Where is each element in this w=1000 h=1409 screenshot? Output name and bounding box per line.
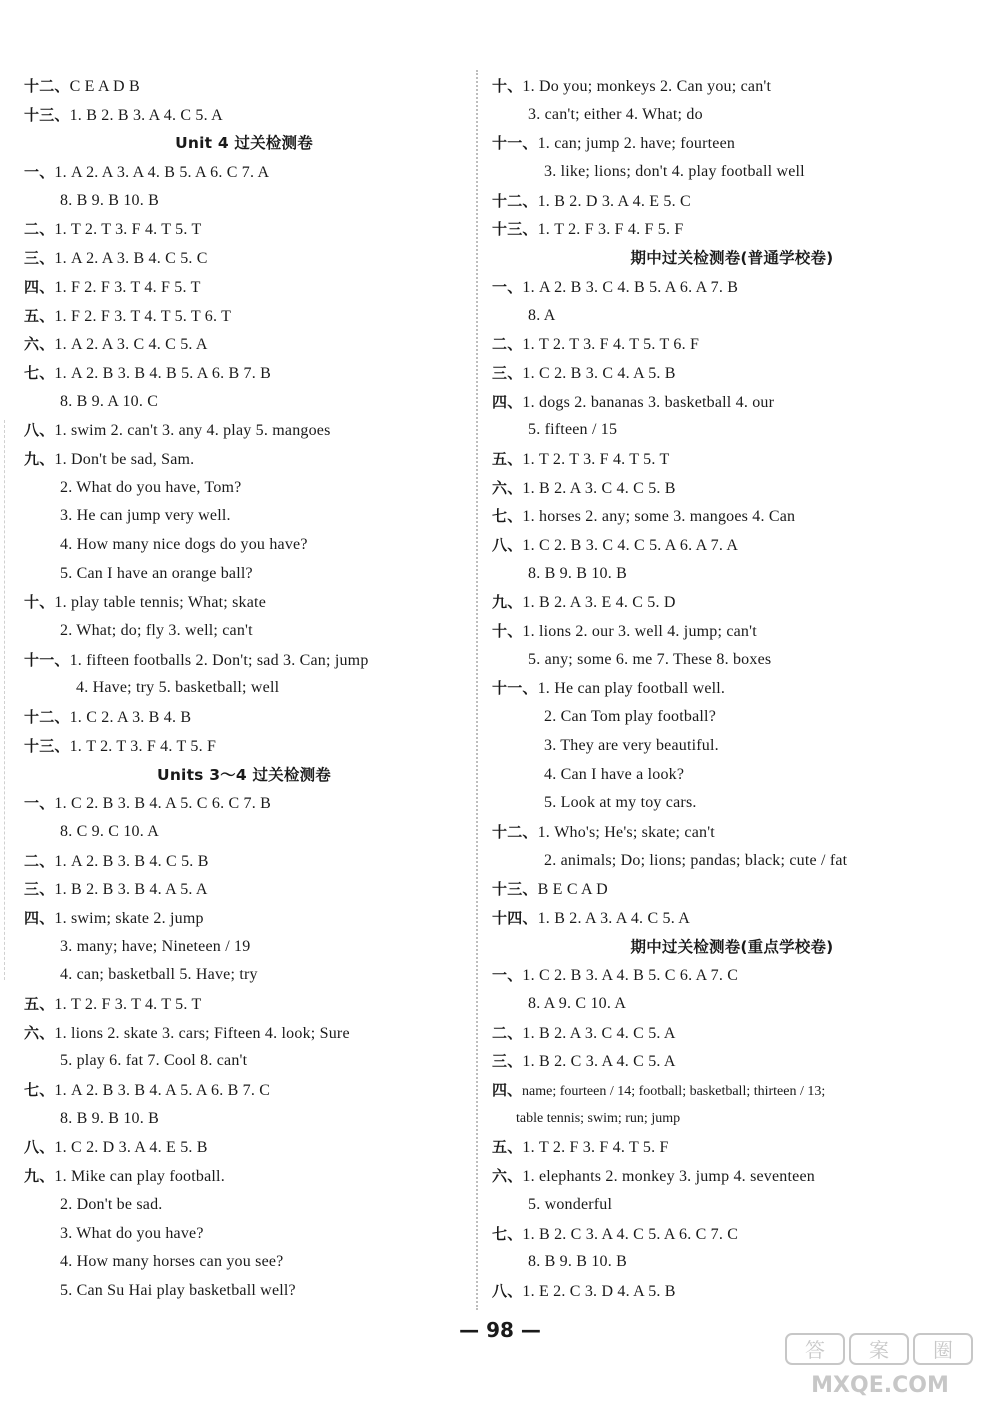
answer-line (24, 359, 464, 388)
question-section-number: 九、 (24, 1167, 55, 1186)
answer-text: 1. B 2. A 3. E 4. C 5. D (522, 594, 676, 612)
question-section-number: 十二、 (492, 822, 538, 841)
answer-line (492, 388, 972, 417)
answer-line (492, 1191, 972, 1220)
answer-line (492, 330, 972, 359)
question-section-number: 九、 (492, 593, 523, 612)
answer-line (492, 617, 972, 646)
answer-line (24, 187, 464, 216)
answer-text: 8. B 9. B 10. B (60, 1109, 160, 1127)
answer-line (492, 1133, 972, 1162)
answer-line (24, 904, 464, 933)
answer-text: 3. like; lions; don't 4. play football well (544, 163, 805, 181)
answer-line (492, 302, 972, 331)
answer-text: 1. T 2. F 3. T 4. T 5. T (54, 996, 202, 1013)
answer-text: 1. B 2. C 3. A 4. C 5. A 6. C 7. C (522, 1225, 739, 1243)
answer-text: 1. B 2. C 3. A 4. C 5. A (522, 1053, 676, 1071)
answer-text: 2. Can Tom play football? (544, 708, 716, 726)
answer-line (492, 703, 972, 732)
answer-text: 1. E 2. C 3. D 4. A 5. B (522, 1282, 676, 1300)
answer-text: 1. horses 2. any; some 3. mangoes 4. Can (522, 508, 796, 526)
answer-text: 1. T 2. T 3. F 4. T 5. T (54, 221, 202, 239)
answer-line (492, 1162, 972, 1191)
answer-line (24, 875, 464, 904)
question-section-number: 十二、 (24, 77, 70, 95)
question-section-number: 十三、 (24, 736, 70, 755)
question-section-number: 十二、 (492, 191, 538, 210)
question-section-number: 七、 (492, 1224, 523, 1243)
answer-text: 1. lions 2. our 3. well 4. jump; can't (522, 623, 757, 641)
answer-text: 1. B 2. A 3. C 4. C 5. A (522, 1024, 676, 1042)
question-section-number: 七、 (24, 1081, 55, 1100)
question-section-number: 二、 (492, 1023, 523, 1042)
answer-line (492, 101, 972, 130)
question-section-number: 一、 (492, 966, 523, 985)
answer-line (492, 1076, 972, 1105)
answer-line (492, 588, 972, 617)
answer-text: 3. can't; either 4. What; do (528, 105, 703, 123)
question-section-number: 二、 (492, 335, 523, 354)
section-title: 期中过关检测卷(重点学校卷) (630, 937, 834, 956)
answer-line (24, 732, 464, 761)
question-section-number: 一、 (492, 277, 523, 296)
question-section-number: 五、 (24, 995, 55, 1013)
answer-line (492, 732, 972, 761)
watermark-logo (780, 1330, 990, 1400)
answer-text: 1. F 2. F 3. T 4. T 5. T 6. T (54, 307, 232, 325)
question-section-number: 三、 (24, 249, 55, 268)
answer-text: 1. T 2. F 3. F 4. T 5. F (522, 1139, 669, 1157)
answer-text: 1. B 2. D 3. A 4. E 5. C (537, 192, 691, 210)
answer-line (24, 961, 464, 990)
answer-line (24, 1019, 464, 1048)
answer-text: 1. Who's; He's; skate; can't (537, 823, 715, 841)
answer-text: 2. animals; Do; lions; pandas; black; cute / fat (544, 851, 848, 869)
answer-line (24, 1162, 464, 1191)
question-section-number: 四、 (492, 392, 523, 411)
question-section-number: 十四、 (492, 908, 538, 927)
answer-text: 1. Don't be sad, Sam. (54, 450, 195, 468)
answer-line (24, 818, 464, 847)
answer-line (24, 302, 464, 331)
answer-line (24, 646, 464, 675)
question-section-number: 五、 (492, 449, 523, 468)
answer-text: 8. B 9. B 10. B (528, 1253, 628, 1271)
watermark-logo-char-2: 案 (869, 1338, 889, 1362)
question-section-number: 七、 (24, 363, 55, 382)
answer-text: 1. A 2. A 3. A 4. B 5. A 6. C 7. A (54, 164, 270, 182)
answer-line (24, 445, 464, 474)
answer-text: 2. Don't be sad. (60, 1195, 163, 1213)
answer-line (24, 215, 464, 244)
answer-line (492, 761, 972, 790)
answer-line (492, 72, 972, 101)
answer-text: 1. F 2. F 3. T 4. F 5. T (54, 278, 201, 296)
answer-line (492, 1047, 972, 1076)
answer-text: 3. What do you have? (60, 1224, 204, 1242)
answer-text: 1. elephants 2. monkey 3. jump 4. seventeen (522, 1168, 815, 1186)
answer-text: C E A D B (69, 78, 140, 95)
answer-text: 1. B 2. B 3. A 4. C 5. A (69, 106, 223, 124)
question-section-number: 八、 (24, 421, 55, 440)
question-section-number: 十、 (24, 593, 55, 612)
answer-text: 1. can; jump 2. have; fourteen (537, 135, 736, 153)
answer-text: 1. A 2. A 3. B 4. C 5. C (54, 250, 208, 268)
answer-text: B E C A D (537, 881, 608, 899)
answer-line (492, 1220, 972, 1249)
question-section-number: 十、 (492, 77, 523, 95)
answer-line (24, 588, 464, 617)
answer-text: 5. Can Su Hai play basketball well? (60, 1281, 296, 1299)
question-section-number: 十、 (492, 622, 523, 641)
answer-line (492, 215, 972, 244)
question-section-number: 二、 (24, 851, 55, 870)
question-section-number: 十三、 (492, 220, 538, 239)
answer-text: 1. C 2. B 3. A 4. B 5. C 6. A 7. C (522, 967, 739, 985)
answer-line (24, 416, 464, 445)
answer-line (492, 359, 972, 388)
question-section-number: 三、 (492, 1052, 523, 1071)
answer-line (492, 646, 972, 675)
answer-text: table tennis; swim; run; jump (516, 1110, 681, 1126)
answer-line (492, 531, 972, 560)
answer-line (24, 1076, 464, 1105)
answer-line (492, 1019, 972, 1048)
answer-text: 4. How many nice dogs do you have? (60, 536, 308, 553)
question-section-number: 八、 (492, 1281, 523, 1300)
answer-text: name; fourteen / 14; football; basketball; thirteen / 13; (522, 1084, 826, 1100)
answer-text: 1. A 2. B 3. B 4. C 5. B (54, 852, 209, 870)
answer-text: 1. B 2. A 3. A 4. C 5. A (537, 909, 691, 927)
question-section-number: 十一、 (492, 679, 538, 698)
answer-line (24, 933, 464, 962)
answer-line (24, 388, 464, 417)
watermark-logo-char-1: 答 (805, 1338, 825, 1362)
answer-text: 8. B 9. B 10. B (60, 191, 160, 209)
watermark-text: MXQE.COM (811, 1373, 949, 1398)
answer-text: 5. fifteen / 15 (528, 421, 618, 439)
question-section-number: 四、 (492, 1081, 523, 1100)
answer-text: 4. How many horses can you see? (60, 1253, 284, 1271)
question-section-number: 一、 (24, 163, 55, 182)
answer-text: 1. A 2. B 3. B 4. A 5. A 6. B 7. C (54, 1082, 271, 1100)
answer-text: 8. A (528, 306, 556, 324)
answer-text: 2. What; do; fly 3. well; can't (60, 622, 253, 640)
answer-text: 4. Have; try 5. basketball; well (76, 679, 280, 697)
answer-line (492, 273, 972, 302)
answer-line (492, 875, 972, 904)
answer-line (492, 560, 972, 589)
question-section-number: 十二、 (24, 708, 70, 727)
question-section-number: 九、 (24, 449, 55, 468)
answer-text: 8. C 9. C 10. A (60, 822, 160, 840)
question-section-number: 五、 (24, 306, 55, 325)
answer-text: 1. A 2. B 3. C 4. B 5. A 6. A 7. B (522, 278, 739, 296)
answer-text: 8. B 9. B 10. B (528, 564, 628, 582)
answer-line (24, 1105, 464, 1134)
answer-line (24, 990, 464, 1019)
answer-text: 3. many; have; Nineteen / 19 (60, 937, 251, 955)
answer-text: 1. T 2. F 3. F 4. F 5. F (537, 221, 684, 239)
question-section-number: 六、 (492, 1167, 523, 1186)
answer-line (492, 502, 972, 531)
answer-text: 1. C 2. A 3. B 4. B (69, 709, 192, 727)
answer-text: 1. C 2. B 3. C 4. C 5. A 6. A 7. A (522, 537, 739, 554)
question-section-number: 五、 (492, 1138, 523, 1157)
answer-text: 1. T 2. T 3. F 4. T 5. F (69, 737, 217, 755)
answer-line (492, 961, 972, 990)
answer-text: 1. A 2. A 3. C 4. C 5. A (54, 336, 208, 354)
answer-line (492, 474, 972, 503)
answer-text: 3. He can jump very well. (60, 507, 231, 525)
answer-line (492, 1248, 972, 1277)
answer-text: 1. C 2. B 3. C 4. A 5. B (522, 364, 676, 382)
answer-line (24, 560, 464, 589)
answer-text: 4. can; basketball 5. Have; try (60, 966, 258, 984)
answer-line (492, 904, 972, 933)
answer-line (24, 531, 464, 560)
section-title: 期中过关检测卷(普通学校卷) (630, 249, 834, 268)
answer-text: 3. They are very beautiful. (544, 736, 719, 754)
question-section-number: 四、 (24, 908, 55, 927)
answer-line (24, 847, 464, 876)
answer-text: 1. play table tennis; What; skate (54, 594, 266, 612)
question-section-number: 六、 (24, 335, 55, 354)
answer-line (24, 158, 464, 187)
answer-text: 1. A 2. B 3. B 4. B 5. A 6. B 7. B (54, 364, 272, 382)
answer-line (24, 273, 464, 302)
answer-line (492, 1105, 972, 1134)
answer-line (24, 1133, 464, 1162)
answer-text: 1. Do you; monkeys 2. Can you; can't (522, 78, 772, 95)
answer-text: 8. B 9. A 10. C (60, 392, 159, 410)
answer-column-left (24, 72, 464, 1306)
answer-text: 4. Can I have a look? (544, 765, 685, 783)
answer-line (24, 474, 464, 503)
answer-text: 1. B 2. A 3. C 4. C 5. B (522, 479, 676, 497)
answer-line (492, 674, 972, 703)
answer-text: 1. B 2. B 3. B 4. A 5. A (54, 881, 208, 899)
question-section-number: 三、 (492, 363, 523, 382)
answer-text: 1. T 2. T 3. F 4. T 5. T (522, 450, 670, 468)
answer-line (492, 1277, 972, 1306)
column-divider (476, 70, 478, 1310)
answer-line (24, 1191, 464, 1220)
answer-line (24, 703, 464, 732)
answer-line (24, 789, 464, 818)
answer-text: 1. C 2. D 3. A 4. E 5. B (54, 1139, 208, 1157)
question-section-number: 十三、 (492, 880, 538, 899)
answer-text: 1. Mike can play football. (54, 1168, 225, 1186)
answer-line (492, 445, 972, 474)
answer-line (492, 847, 972, 876)
answer-text: 2. What do you have, Tom? (60, 478, 242, 496)
answer-line (24, 1277, 464, 1306)
answer-text: 1. swim; skate 2. jump (54, 909, 204, 927)
answer-text: 1. swim 2. can't 3. any 4. play 5. mangoes (54, 422, 331, 440)
answer-line (24, 1047, 464, 1076)
answer-text: 5. Look at my toy cars. (544, 794, 697, 812)
question-section-number: 六、 (492, 478, 523, 497)
question-section-number: 六、 (24, 1023, 55, 1042)
answer-line (24, 101, 464, 130)
answer-text: 1. fifteen footballs 2. Don't; sad 3. Can; jump (69, 651, 369, 669)
section-title: Unit 4 过关检测卷 (175, 134, 313, 153)
answer-text: 1. lions 2. skate 3. cars; Fifteen 4. look; Sure (54, 1024, 350, 1042)
answer-text: 5. any; some 6. me 7. These 8. boxes (528, 650, 772, 668)
answer-text: 1. He can play football well. (537, 680, 726, 698)
answer-line (24, 244, 464, 273)
question-section-number: 四、 (24, 277, 55, 296)
answer-text: 1. C 2. B 3. B 4. A 5. C 6. C 7. B (54, 795, 272, 813)
answer-text: 5. wonderful (528, 1195, 613, 1213)
answer-column-right (492, 72, 972, 1306)
question-section-number: 十一、 (24, 650, 70, 669)
answer-line (24, 1220, 464, 1249)
binding-edge (4, 420, 5, 980)
page-number: — 98 — (459, 1318, 541, 1342)
answer-line (24, 330, 464, 359)
watermark-logo-char-3: 圈 (933, 1338, 953, 1362)
section-title: Units 3～4 过关检测卷 (157, 765, 331, 784)
answer-text: 1. dogs 2. bananas 3. basketball 4. our (522, 393, 775, 411)
answer-text: 5. Can I have an orange ball? (60, 564, 253, 582)
answer-line (492, 990, 972, 1019)
answer-text: 8. A 9. C 10. A (528, 995, 627, 1012)
answer-text: 1. T 2. T 3. F 4. T 5. T 6. F (522, 336, 700, 354)
answer-line (24, 502, 464, 531)
answer-line (24, 674, 464, 703)
question-section-number: 一、 (24, 794, 55, 813)
answer-line (492, 158, 972, 187)
question-section-number: 二、 (24, 220, 55, 239)
question-section-number: 十一、 (492, 134, 538, 153)
answer-line (492, 187, 972, 216)
answer-line (492, 789, 972, 818)
question-section-number: 七、 (492, 507, 523, 526)
answer-text: 5. play 6. fat 7. Cool 8. can't (60, 1052, 248, 1070)
answer-line (492, 129, 972, 158)
question-section-number: 十三、 (24, 105, 70, 124)
answer-line (492, 416, 972, 445)
answer-line (492, 818, 972, 847)
answer-line (24, 617, 464, 646)
question-section-number: 三、 (24, 880, 55, 899)
answer-line (24, 1248, 464, 1277)
question-section-number: 八、 (24, 1138, 55, 1157)
question-section-number: 八、 (492, 536, 523, 554)
answer-line (24, 72, 464, 101)
